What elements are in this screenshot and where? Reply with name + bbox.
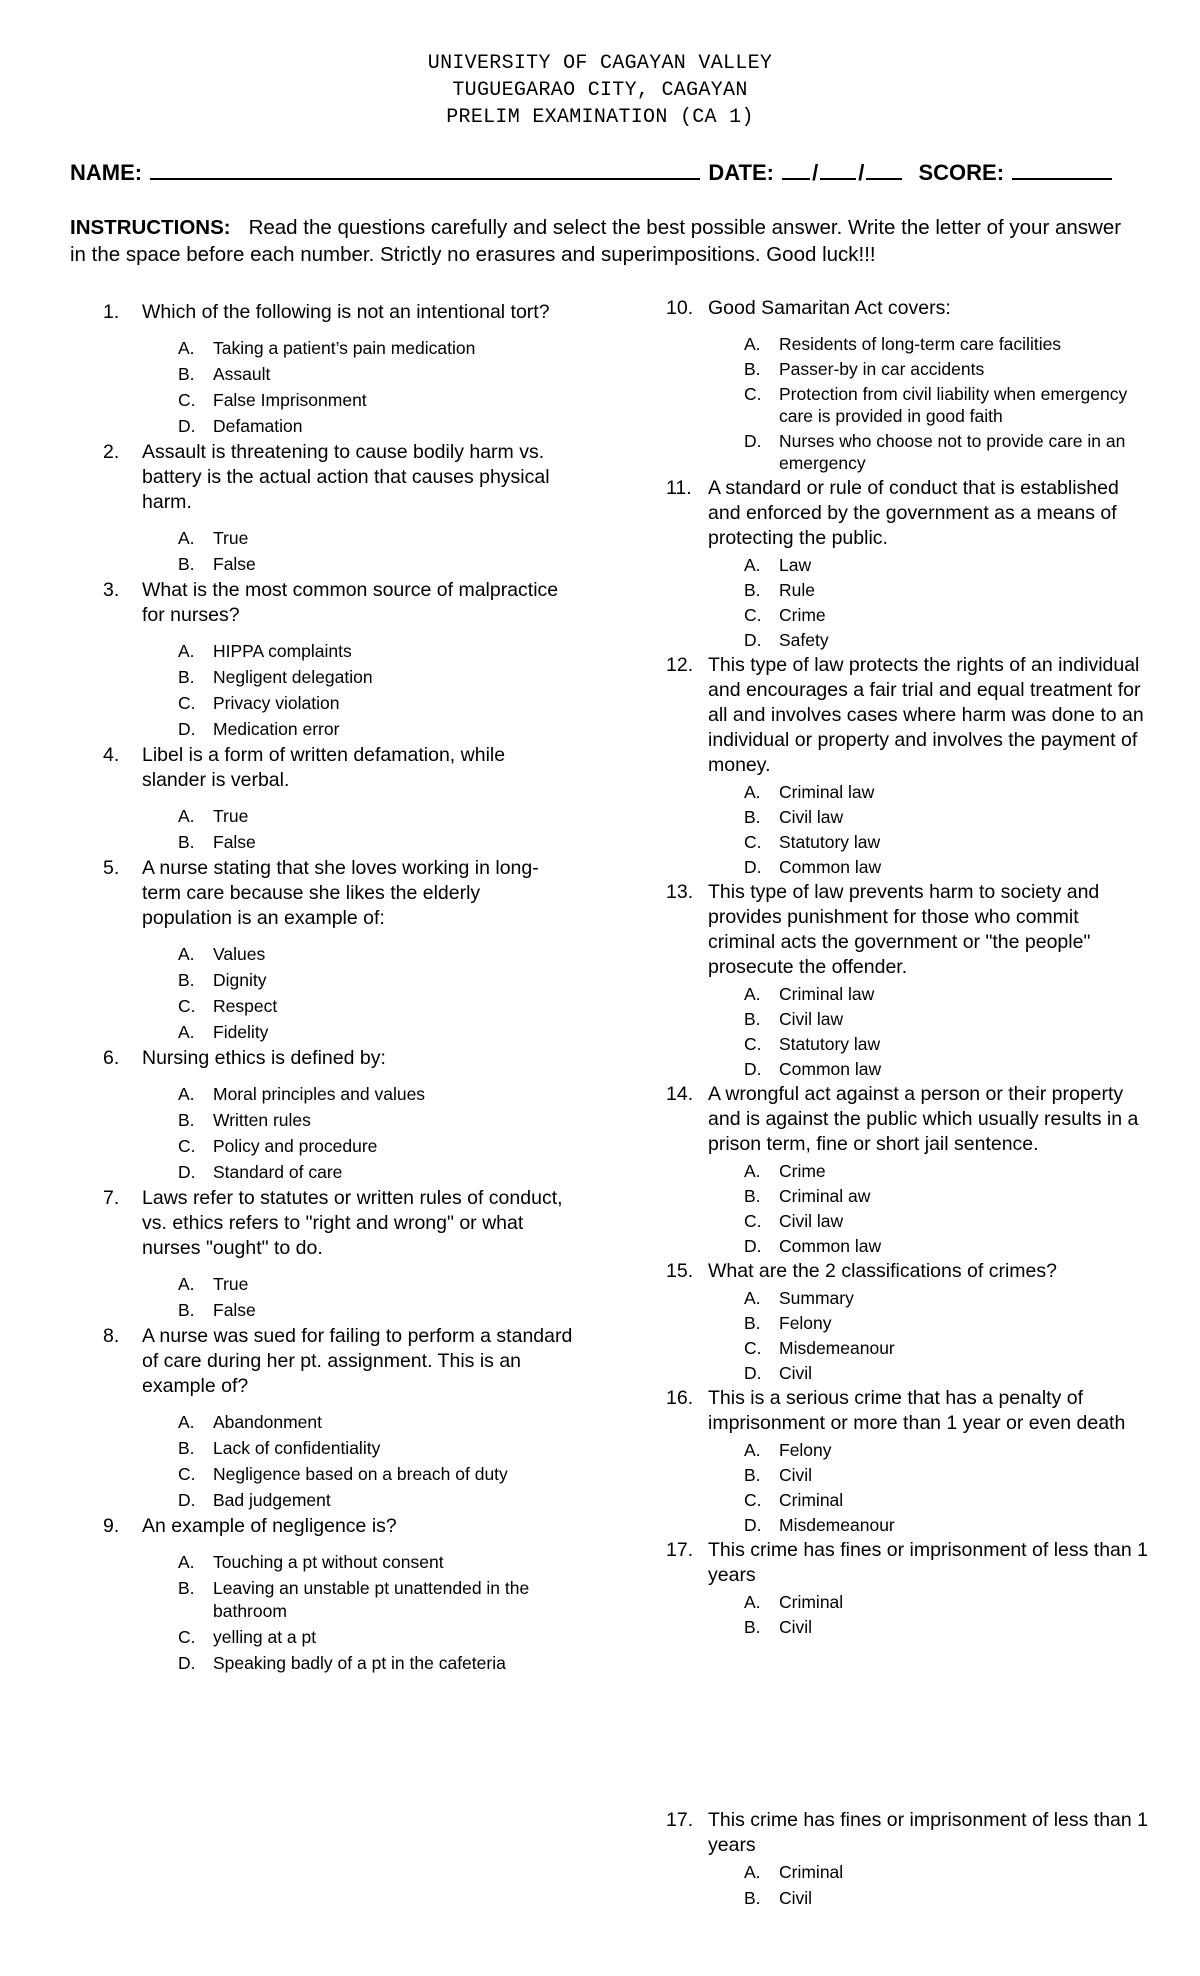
question-text bbox=[103, 440, 573, 515]
option-text: Moral principles and values bbox=[213, 1084, 426, 1104]
answer-option bbox=[103, 718, 573, 741]
question-3 bbox=[103, 578, 573, 741]
answer-options bbox=[103, 943, 573, 1044]
instructions-label: INSTRUCTIONS: bbox=[70, 216, 231, 239]
question-number: 3. bbox=[103, 579, 120, 601]
question-stem: This type of law protects the rights of an individual and encourages a fair trial and equal treatment for all and involves cases where harm was done to an individual or property and involves the payment of money. bbox=[708, 654, 1144, 776]
question-stem: Assault is threatening to cause bodily harm vs. battery is the actual action that causes physical harm. bbox=[142, 441, 550, 513]
answer-option bbox=[103, 1411, 573, 1434]
option-letter: C. bbox=[744, 1490, 762, 1510]
option-text: HIPPA complaints bbox=[213, 641, 352, 661]
question-number: 6. bbox=[103, 1047, 120, 1069]
date-month-blank[interactable] bbox=[782, 158, 810, 180]
option-letter: D. bbox=[744, 1236, 762, 1256]
answer-options bbox=[670, 1439, 1150, 1536]
question-stem: A standard or rule of conduct that is established and enforced by the government as a means of protecting the public. bbox=[708, 477, 1119, 549]
option-text: Felony bbox=[779, 1313, 832, 1333]
question-number: 17. bbox=[666, 1539, 694, 1561]
option-letter: B. bbox=[744, 359, 761, 379]
answer-option bbox=[670, 856, 1150, 878]
question-number: 1. bbox=[103, 301, 120, 323]
answer-option bbox=[103, 1021, 573, 1044]
option-letter: B. bbox=[178, 667, 195, 687]
question-number: 9. bbox=[103, 1515, 120, 1537]
question-10 bbox=[666, 296, 1150, 474]
answer-option bbox=[670, 333, 1150, 355]
option-letter: B. bbox=[178, 1110, 195, 1130]
question-stem: This is a serious crime that has a penalty of imprisonment or more than 1 year or even death bbox=[708, 1387, 1126, 1434]
answer-option bbox=[670, 1439, 1150, 1461]
question-17 bbox=[666, 1808, 1150, 1912]
question-stem: Libel is a form of written defamation, while slander is verbal. bbox=[142, 744, 506, 791]
option-text: Summary bbox=[779, 1288, 854, 1308]
answer-option bbox=[670, 1464, 1150, 1486]
question-number: 12. bbox=[666, 654, 694, 676]
answer-options bbox=[103, 1411, 573, 1512]
answer-option bbox=[103, 1161, 573, 1184]
answer-option bbox=[670, 1312, 1150, 1334]
option-letter: C. bbox=[744, 605, 762, 625]
option-letter: D. bbox=[744, 1363, 762, 1383]
university-name: UNIVERSITY OF CAGAYAN VALLEY bbox=[427, 52, 773, 75]
name-label: NAME: bbox=[70, 160, 143, 185]
answer-option bbox=[670, 1287, 1150, 1309]
option-letter: D. bbox=[744, 857, 762, 877]
answer-option bbox=[670, 1489, 1150, 1511]
option-text: Civil law bbox=[779, 1211, 844, 1231]
answer-option bbox=[670, 579, 1150, 601]
option-text: True bbox=[213, 806, 249, 826]
option-text: Residents of long-term care facilities bbox=[779, 334, 1062, 354]
question-number: 17. bbox=[666, 1809, 694, 1831]
date-label: DATE: bbox=[708, 160, 774, 185]
student-info-line bbox=[70, 158, 1140, 186]
question-text bbox=[666, 1808, 1150, 1858]
answer-option bbox=[670, 358, 1150, 380]
question-number: 5. bbox=[103, 857, 120, 879]
option-text: yelling at a pt bbox=[213, 1627, 317, 1647]
option-letter: C. bbox=[744, 832, 762, 852]
option-letter: A. bbox=[178, 806, 195, 826]
answer-option bbox=[103, 1135, 573, 1158]
question-1 bbox=[103, 300, 573, 438]
answer-option bbox=[103, 1299, 573, 1322]
answer-option bbox=[103, 389, 573, 412]
option-text: Dignity bbox=[213, 970, 267, 990]
question-11 bbox=[666, 476, 1150, 651]
answer-option bbox=[670, 1362, 1150, 1384]
option-text: True bbox=[213, 528, 249, 548]
question-8 bbox=[103, 1324, 573, 1512]
answer-option bbox=[103, 640, 573, 663]
option-text: Crime bbox=[779, 605, 826, 625]
option-text: Rule bbox=[779, 580, 815, 600]
answer-option bbox=[670, 1185, 1150, 1207]
option-text: Written rules bbox=[213, 1110, 311, 1130]
option-letter: A. bbox=[178, 528, 195, 548]
option-letter: B. bbox=[744, 807, 761, 827]
question-14 bbox=[666, 1082, 1150, 1257]
answer-option bbox=[670, 1008, 1150, 1030]
option-letter: A. bbox=[178, 944, 195, 964]
question-text bbox=[103, 1046, 573, 1071]
option-letter: B. bbox=[744, 1186, 761, 1206]
option-letter: B. bbox=[744, 1465, 761, 1485]
option-text: Values bbox=[213, 944, 266, 964]
question-12 bbox=[666, 653, 1150, 878]
answer-option bbox=[670, 604, 1150, 626]
option-letter: B. bbox=[744, 1617, 761, 1637]
answer-options bbox=[103, 527, 573, 576]
option-text: Misdemeanour bbox=[779, 1338, 895, 1358]
option-text: Criminal law bbox=[779, 984, 875, 1004]
answer-option bbox=[103, 1551, 573, 1574]
question-stem: Which of the following is not an intentional tort? bbox=[142, 301, 550, 323]
answer-option bbox=[103, 969, 573, 992]
instructions-text: Read the questions carefully and select the best possible answer. Write the letter of your answer in the space before each number. Strictly no erasures and superimpositions. Good luck!!! bbox=[70, 216, 1122, 266]
answer-options bbox=[670, 1591, 1150, 1638]
question-text bbox=[666, 880, 1150, 980]
question-5 bbox=[103, 856, 573, 1044]
question-stem: Good Samaritan Act covers: bbox=[708, 297, 951, 319]
option-letter: C. bbox=[178, 1136, 196, 1156]
option-text: Negligence based on a breach of duty bbox=[213, 1464, 508, 1484]
option-letter: A. bbox=[744, 1592, 761, 1612]
answer-option bbox=[103, 943, 573, 966]
option-letter: D. bbox=[178, 1653, 196, 1673]
option-letter: B. bbox=[744, 1009, 761, 1029]
option-text: Respect bbox=[213, 996, 278, 1016]
option-text: False bbox=[213, 832, 256, 852]
option-text: Negligent delegation bbox=[213, 667, 373, 687]
answer-option bbox=[103, 1109, 573, 1132]
option-text: Common law bbox=[779, 857, 882, 877]
answer-option bbox=[103, 1626, 573, 1649]
question-text bbox=[103, 743, 573, 793]
option-letter: A. bbox=[744, 1161, 761, 1181]
question-stem: This crime has fines or imprisonment of less than 1 years bbox=[708, 1809, 1149, 1856]
option-letter: B. bbox=[178, 832, 195, 852]
answer-option bbox=[670, 1033, 1150, 1055]
answer-options bbox=[670, 1160, 1150, 1257]
option-letter: D. bbox=[178, 1490, 196, 1510]
left-column bbox=[103, 300, 573, 1677]
answer-options bbox=[103, 1273, 573, 1322]
answer-options bbox=[670, 781, 1150, 878]
question-text bbox=[666, 476, 1150, 551]
option-letter: A. bbox=[744, 334, 761, 354]
option-letter: A. bbox=[744, 984, 761, 1004]
instructions bbox=[70, 214, 1135, 268]
question-text bbox=[103, 1186, 573, 1261]
option-letter: C. bbox=[744, 1338, 762, 1358]
option-letter: A. bbox=[744, 782, 761, 802]
question-number: 7. bbox=[103, 1187, 120, 1209]
option-letter: C. bbox=[744, 1034, 762, 1054]
option-letter: D. bbox=[178, 719, 196, 739]
answer-options bbox=[670, 554, 1150, 651]
answer-options bbox=[670, 333, 1150, 474]
question-text bbox=[103, 578, 573, 628]
answer-option bbox=[670, 831, 1150, 853]
option-letter: A. bbox=[178, 1552, 195, 1572]
option-text: Standard of care bbox=[213, 1162, 343, 1182]
option-text: Protection from civil liability when emergency care is provided in good faith bbox=[779, 384, 1128, 426]
answer-option bbox=[103, 415, 573, 438]
score-blank[interactable] bbox=[1012, 158, 1112, 180]
option-letter: A. bbox=[178, 641, 195, 661]
question-number: 10. bbox=[666, 297, 694, 319]
option-text: Nurses who choose not to provide care in an emergency bbox=[779, 431, 1126, 473]
answer-option bbox=[103, 527, 573, 550]
question-text bbox=[666, 1259, 1150, 1284]
date-day-blank[interactable] bbox=[820, 158, 856, 180]
option-text: Civil law bbox=[779, 807, 844, 827]
option-letter: A. bbox=[178, 1412, 195, 1432]
question-15 bbox=[666, 1259, 1150, 1384]
option-letter: D. bbox=[744, 1515, 762, 1535]
question-number: 2. bbox=[103, 441, 120, 463]
option-text: Criminal bbox=[779, 1490, 844, 1510]
answer-option bbox=[670, 383, 1150, 427]
answer-option bbox=[103, 831, 573, 854]
question-text bbox=[666, 653, 1150, 778]
option-text: Statutory law bbox=[779, 832, 881, 852]
option-text: Civil bbox=[779, 1363, 813, 1383]
answer-option bbox=[103, 363, 573, 386]
question-stem: A wrongful act against a person or their property and is against the public which usually results in a prison term, fine or short jail sentence. bbox=[708, 1083, 1139, 1155]
option-letter: A. bbox=[744, 1440, 761, 1460]
option-text: Civil bbox=[779, 1617, 813, 1637]
answer-option bbox=[103, 337, 573, 360]
answer-option bbox=[103, 995, 573, 1018]
option-letter: D. bbox=[744, 630, 762, 650]
option-text: Crime bbox=[779, 1161, 826, 1181]
option-text: False Imprisonment bbox=[213, 390, 367, 410]
option-text: Lack of confidentiality bbox=[213, 1438, 381, 1458]
answer-option bbox=[103, 1437, 573, 1460]
option-text: Speaking badly of a pt in the cafeteria bbox=[213, 1653, 506, 1673]
option-text: Assault bbox=[213, 364, 271, 384]
question-stem: An example of negligence is? bbox=[142, 1515, 397, 1537]
question-text bbox=[666, 1386, 1150, 1436]
question-6 bbox=[103, 1046, 573, 1184]
answer-option bbox=[670, 1591, 1150, 1613]
option-letter: A. bbox=[744, 555, 761, 575]
option-letter: C. bbox=[744, 384, 762, 404]
option-letter: B. bbox=[178, 1438, 195, 1458]
option-text: Civil bbox=[779, 1465, 813, 1485]
question-stem: A nurse was sued for failing to perform a standard of care during her pt. assignment. This is an example of? bbox=[142, 1325, 573, 1397]
answer-options bbox=[103, 1083, 573, 1184]
question-17 bbox=[666, 1538, 1150, 1638]
option-letter: D. bbox=[744, 431, 762, 451]
option-text: Civil law bbox=[779, 1009, 844, 1029]
question-text bbox=[103, 1324, 573, 1399]
answer-option bbox=[670, 806, 1150, 828]
question-16 bbox=[666, 1386, 1150, 1536]
option-text: Common law bbox=[779, 1236, 882, 1256]
option-letter: C. bbox=[178, 693, 196, 713]
answer-options bbox=[670, 983, 1150, 1080]
option-text: Safety bbox=[779, 630, 829, 650]
question-stem: What are the 2 classifications of crimes? bbox=[708, 1260, 1057, 1282]
answer-options bbox=[103, 805, 573, 854]
answer-options bbox=[103, 1551, 573, 1675]
date-separator: / bbox=[812, 160, 819, 185]
question-number: 15. bbox=[666, 1260, 694, 1282]
option-text: Passer-by in car accidents bbox=[779, 359, 985, 379]
option-letter: D. bbox=[744, 1059, 762, 1079]
question-2 bbox=[103, 440, 573, 576]
option-letter: C. bbox=[178, 1464, 196, 1484]
answer-option bbox=[103, 805, 573, 828]
question-number: 14. bbox=[666, 1083, 694, 1105]
answer-option bbox=[103, 666, 573, 689]
date-separator: / bbox=[858, 160, 865, 185]
question-number: 8. bbox=[103, 1325, 120, 1347]
option-text: Criminal aw bbox=[779, 1186, 871, 1206]
answer-option bbox=[670, 983, 1150, 1005]
question-number: 11. bbox=[666, 477, 692, 499]
option-text: Misdemeanour bbox=[779, 1515, 895, 1535]
option-text: Felony bbox=[779, 1440, 832, 1460]
option-letter: A. bbox=[744, 1862, 761, 1882]
option-text: Civil bbox=[779, 1888, 813, 1908]
option-text: False bbox=[213, 554, 256, 574]
question-number: 4. bbox=[103, 744, 120, 766]
name-blank[interactable] bbox=[150, 158, 700, 180]
question-number: 16. bbox=[666, 1387, 694, 1409]
question-stem: What is the most common source of malpractice for nurses? bbox=[142, 579, 559, 626]
option-letter: B. bbox=[744, 1888, 761, 1908]
option-text: Bad judgement bbox=[213, 1490, 331, 1510]
answer-option bbox=[103, 692, 573, 715]
question-text bbox=[103, 300, 573, 325]
option-letter: A. bbox=[178, 1084, 195, 1104]
answer-option bbox=[670, 1058, 1150, 1080]
answer-option bbox=[670, 1235, 1150, 1257]
option-text: Privacy violation bbox=[213, 693, 340, 713]
option-letter: A. bbox=[178, 338, 195, 358]
option-text: Criminal law bbox=[779, 782, 875, 802]
answer-option bbox=[103, 553, 573, 576]
option-text: Taking a patient’s pain medication bbox=[213, 338, 476, 358]
answer-option bbox=[670, 781, 1150, 803]
answer-option bbox=[103, 1463, 573, 1486]
option-letter: B. bbox=[178, 554, 195, 574]
question-text bbox=[666, 296, 1150, 321]
answer-option bbox=[670, 430, 1150, 474]
option-text: Law bbox=[779, 555, 812, 575]
date-year-blank[interactable] bbox=[866, 158, 902, 180]
question-text bbox=[103, 856, 573, 931]
option-text: Criminal bbox=[779, 1592, 844, 1612]
answer-options bbox=[103, 640, 573, 741]
answer-option bbox=[103, 1652, 573, 1675]
option-text: False bbox=[213, 1300, 256, 1320]
option-letter: C. bbox=[178, 390, 196, 410]
question-number: 13. bbox=[666, 881, 694, 903]
option-letter: B. bbox=[178, 364, 195, 384]
exam-title: PRELIM EXAMINATION (CA 1) bbox=[446, 106, 754, 129]
option-text: Common law bbox=[779, 1059, 882, 1079]
answer-options bbox=[670, 1861, 1150, 1910]
question-stem: Laws refer to statutes or written rules of conduct, vs. ethics refers to "right and wrong" or what nurses "ought" to do. bbox=[142, 1187, 563, 1259]
question-13 bbox=[666, 880, 1150, 1080]
answer-option bbox=[103, 1273, 573, 1296]
option-letter: B. bbox=[178, 1578, 195, 1598]
option-text: Fidelity bbox=[213, 1022, 269, 1042]
question-9 bbox=[103, 1514, 573, 1675]
right-column bbox=[666, 296, 1150, 1640]
option-letter: D. bbox=[178, 1162, 196, 1182]
answer-options bbox=[670, 1287, 1150, 1384]
option-letter: A. bbox=[744, 1288, 761, 1308]
answer-options bbox=[103, 337, 573, 438]
question-text bbox=[103, 1514, 573, 1539]
question-text bbox=[666, 1538, 1150, 1588]
answer-option bbox=[670, 1160, 1150, 1182]
option-letter: D. bbox=[178, 416, 196, 436]
option-letter: C. bbox=[178, 996, 196, 1016]
option-letter: B. bbox=[744, 1313, 761, 1333]
option-text: Medication error bbox=[213, 719, 340, 739]
option-text: Abandonment bbox=[213, 1412, 322, 1432]
option-letter: B. bbox=[744, 580, 761, 600]
option-text: Criminal bbox=[779, 1862, 844, 1882]
option-text: Touching a pt without consent bbox=[213, 1552, 444, 1572]
option-text: Leaving an unstable pt unattended in the bathroom bbox=[213, 1578, 530, 1621]
option-text: True bbox=[213, 1274, 249, 1294]
question-stem: Nursing ethics is defined by: bbox=[142, 1047, 386, 1069]
university-location: TUGUEGARAO CITY, CAGAYAN bbox=[452, 79, 748, 102]
option-letter: C. bbox=[178, 1627, 196, 1647]
answer-option bbox=[670, 1887, 1150, 1910]
answer-option bbox=[670, 1337, 1150, 1359]
option-letter: A. bbox=[178, 1274, 195, 1294]
option-letter: B. bbox=[178, 970, 195, 990]
question-4 bbox=[103, 743, 573, 854]
option-letter: B. bbox=[178, 1300, 195, 1320]
answer-option bbox=[670, 554, 1150, 576]
score-label: SCORE: bbox=[918, 160, 1005, 185]
exam-header bbox=[0, 50, 1200, 131]
answer-option bbox=[670, 1514, 1150, 1536]
question-text bbox=[666, 1082, 1150, 1157]
option-letter: C. bbox=[744, 1211, 762, 1231]
answer-option bbox=[103, 1489, 573, 1512]
answer-option bbox=[670, 1861, 1150, 1884]
question-stem: This type of law prevents harm to society and provides punishment for those who commit criminal acts the government or "the people" prosecute the offender. bbox=[708, 881, 1100, 978]
answer-option bbox=[103, 1577, 573, 1623]
answer-option bbox=[670, 629, 1150, 651]
answer-option bbox=[103, 1083, 573, 1106]
option-text: Statutory law bbox=[779, 1034, 881, 1054]
answer-option bbox=[670, 1616, 1150, 1638]
question-7 bbox=[103, 1186, 573, 1322]
question-stem: A nurse stating that she loves working in long-term care because she likes the elderly population is an example of: bbox=[142, 857, 539, 929]
question-stem: This crime has fines or imprisonment of less than 1 years bbox=[708, 1539, 1149, 1586]
option-letter: A. bbox=[178, 1022, 195, 1042]
answer-option bbox=[670, 1210, 1150, 1232]
option-text: Policy and procedure bbox=[213, 1136, 378, 1156]
option-text: Defamation bbox=[213, 416, 303, 436]
